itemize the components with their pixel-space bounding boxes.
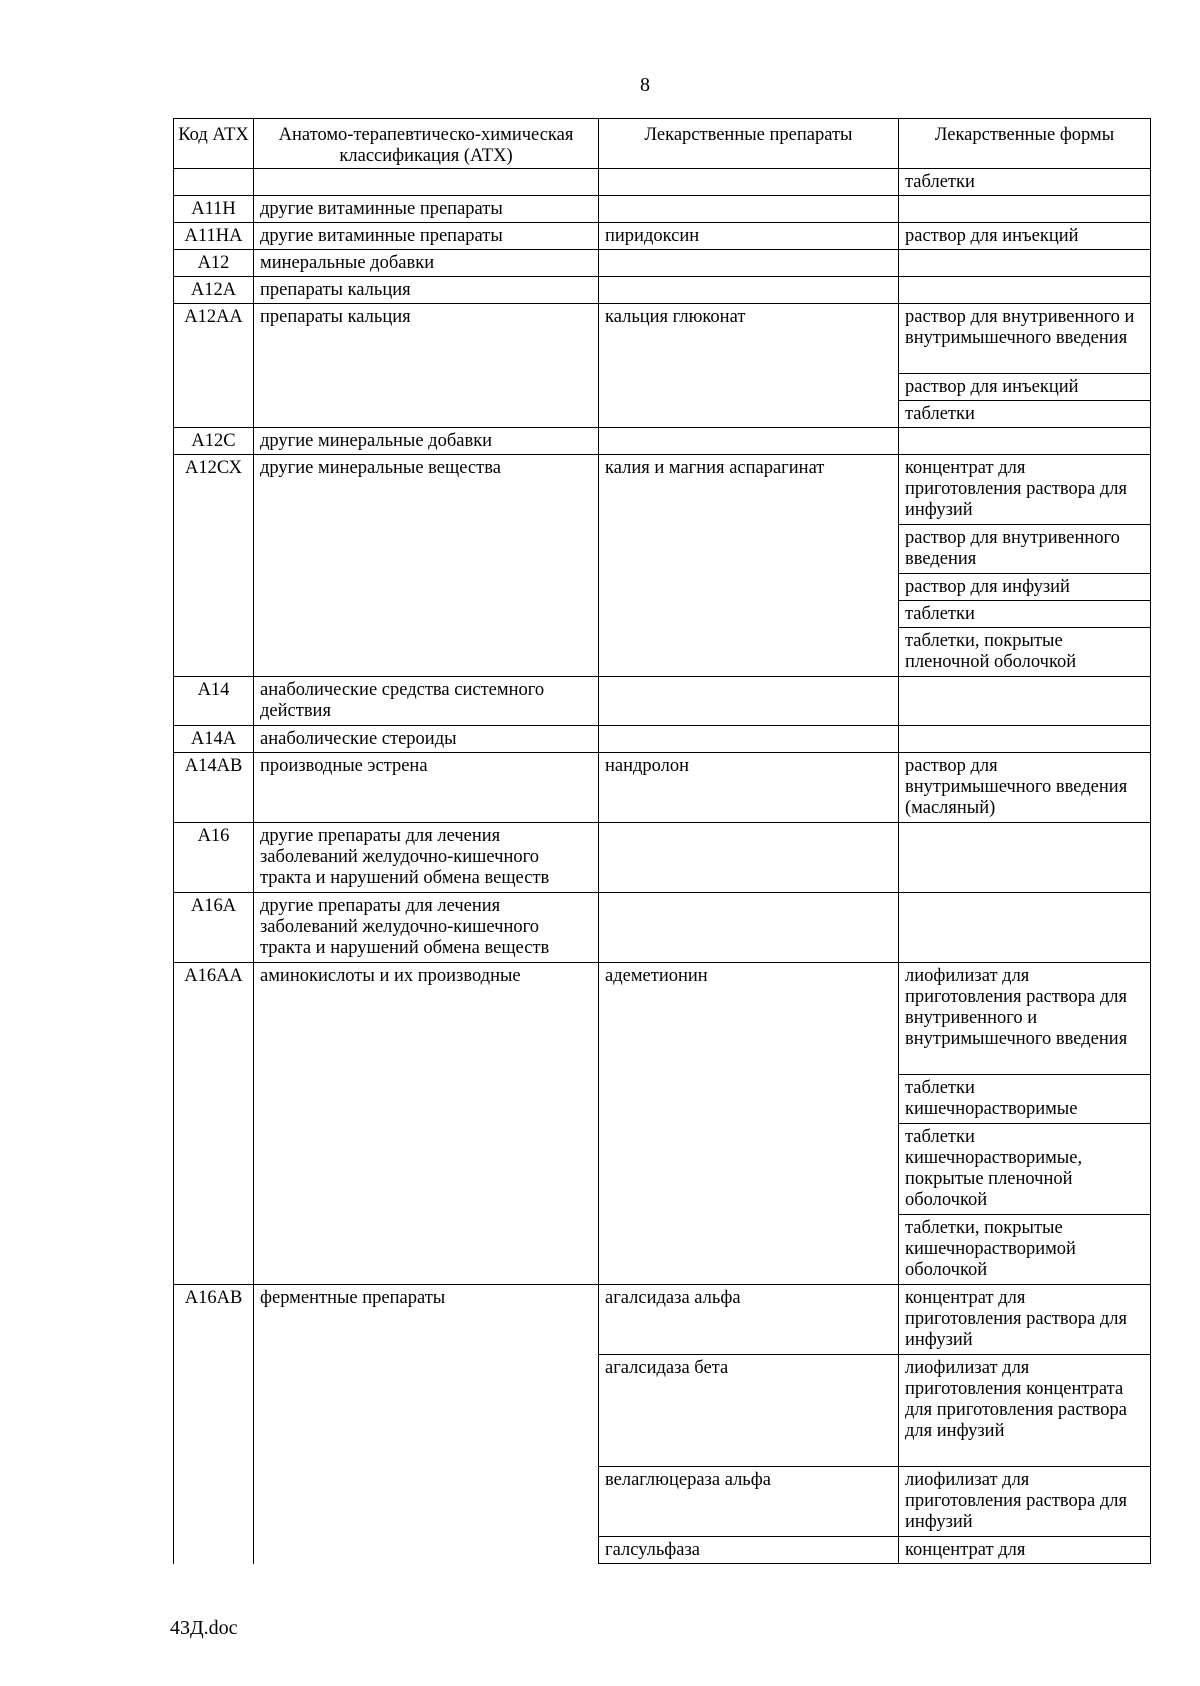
code-cell: А11НА [174,223,254,250]
form-cell: раствор для внутримышечного введения (масляный) [899,753,1151,823]
form-cell: таблетки, покрытые пленочной оболочкой [899,628,1151,677]
drug-cell: адеметионин [599,963,899,1285]
form-cell: раствор для инъекций [899,374,1151,401]
drug-cell: агалсидаза бета [599,1355,899,1467]
form-cell [899,893,1151,963]
form-cell: таблетки [899,169,1151,196]
drug-cell: велаглюцераза альфа [599,1467,899,1537]
form-cell: раствор для внутривенного и внутримышечного введения [899,304,1151,374]
table-row [174,169,1151,196]
form-cell [899,277,1151,304]
form-cell [899,250,1151,277]
code-cell: А12А [174,277,254,304]
classification-cell: ферментные препараты [254,1285,599,1564]
drug-cell [599,169,899,196]
table-row [174,823,1151,893]
classification-cell: другие препараты для лечения заболеваний желудочно-кишечного тракта и нарушений обмена веществ [254,893,599,963]
atc-drug-table [173,118,1151,1564]
code-cell: А11Н [174,196,254,223]
classification-cell: другие минеральные вещества [254,455,599,677]
form-cell [899,428,1151,455]
drug-cell [599,277,899,304]
header-classification: Анатомо-терапевтическо-химическая классификация (АТХ) [254,119,599,169]
table-row [174,753,1151,823]
header-code: Код АТХ [174,119,254,169]
classification-cell: препараты кальция [254,304,599,428]
header-drugs: Лекарственные препараты [599,119,899,169]
classification-cell: другие витаминные препараты [254,223,599,250]
code-cell: А12АА [174,304,254,428]
form-cell [899,726,1151,753]
form-cell: концентрат для [899,1537,1151,1564]
table-row [174,277,1151,304]
classification-cell: производные эстрена [254,753,599,823]
form-cell: таблетки [899,601,1151,628]
table-row [174,963,1151,1075]
table-row [174,1285,1151,1355]
drug-cell [599,428,899,455]
table-header-row [174,119,1151,169]
drug-cell: галсульфаза [599,1537,899,1564]
table-row [174,726,1151,753]
form-cell: раствор для инфузий [899,574,1151,601]
classification-cell: анаболические стероиды [254,726,599,753]
drug-cell: нандролон [599,753,899,823]
table-row [174,428,1151,455]
page-number: 8 [640,74,650,96]
form-cell: таблетки, покрытые кишечнорастворимой оболочкой [899,1215,1151,1285]
drug-cell: пиридоксин [599,223,899,250]
form-cell: концентрат для приготовления раствора для инфузий [899,1285,1151,1355]
code-cell: А16АВ [174,1285,254,1564]
classification-cell [254,169,599,196]
form-cell [899,677,1151,726]
code-cell [174,169,254,196]
code-cell: А16А [174,893,254,963]
code-cell: А12 [174,250,254,277]
table-row [174,223,1151,250]
code-cell: А16АА [174,963,254,1285]
drug-cell [599,677,899,726]
drug-cell [599,726,899,753]
form-cell: раствор для инъекций [899,223,1151,250]
drug-cell [599,250,899,277]
drug-cell: кальция глюконат [599,304,899,428]
form-cell: лиофилизат для приготовления концентрата для приготовления раствора для инфузий [899,1355,1151,1467]
form-cell: таблетки кишечнорастворимые, покрытые пленочной оболочкой [899,1124,1151,1215]
classification-cell: минеральные добавки [254,250,599,277]
classification-cell: аминокислоты и их производные [254,963,599,1285]
classification-cell: другие минеральные добавки [254,428,599,455]
form-cell: концентрат для приготовления раствора для инфузий [899,455,1151,525]
drug-cell [599,823,899,893]
code-cell: А16 [174,823,254,893]
code-cell: А12С [174,428,254,455]
form-cell: лиофилизат для приготовления раствора для инфузий [899,1467,1151,1537]
classification-cell: препараты кальция [254,277,599,304]
classification-cell: анаболические средства системного действия [254,677,599,726]
code-cell: А14А [174,726,254,753]
drug-cell: агалсидаза альфа [599,1285,899,1355]
table-row [174,196,1151,223]
table-row [174,250,1151,277]
code-cell: А14 [174,677,254,726]
code-cell: А14АВ [174,753,254,823]
form-cell [899,196,1151,223]
drug-cell [599,893,899,963]
classification-cell: другие препараты для лечения заболеваний желудочно-кишечного тракта и нарушений обмена веществ [254,823,599,893]
form-cell: лиофилизат для приготовления раствора для внутривенного и внутримышечного введения [899,963,1151,1075]
code-cell: А12СХ [174,455,254,677]
form-cell: таблетки кишечнорастворимые [899,1075,1151,1124]
drug-cell: калия и магния аспарагинат [599,455,899,677]
header-forms: Лекарственные формы [899,119,1151,169]
table-row [174,893,1151,963]
classification-cell: другие витаминные препараты [254,196,599,223]
drug-cell [599,196,899,223]
table-row [174,677,1151,726]
form-cell: таблетки [899,401,1151,428]
table-row [174,455,1151,525]
table-row [174,304,1151,374]
document-footer-filename: 43Д.doc [170,1617,238,1639]
form-cell [899,823,1151,893]
form-cell: раствор для внутривенного введения [899,525,1151,574]
